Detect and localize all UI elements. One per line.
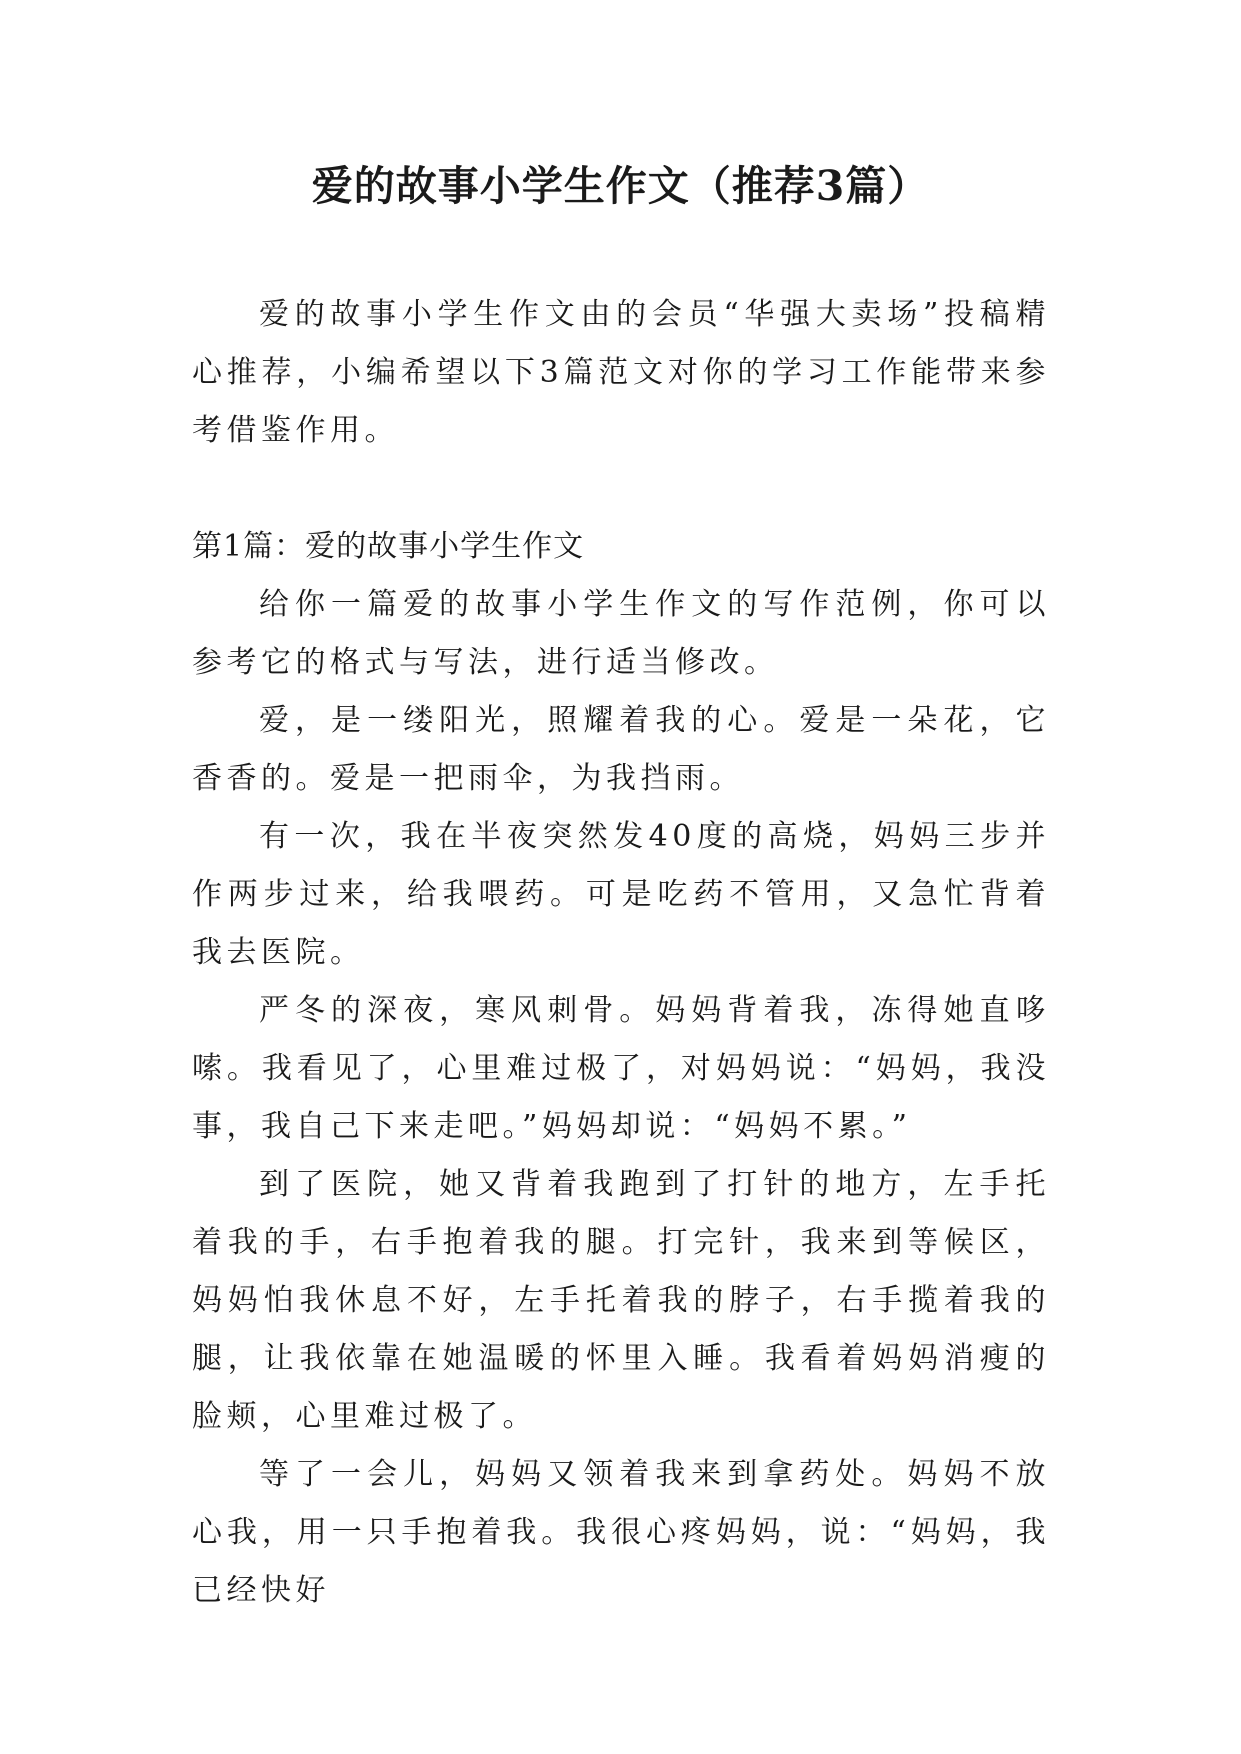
intro-paragraph: 爱的故事小学生作文由的会员“华强大卖场”投稿精心推荐，小编希望以下3篇范文对你的学习工作能带来参考借鉴作用。: [192, 297, 1050, 448]
document-body: [192, 286, 1050, 1620]
body-paragraph: 爱，是一缕阳光，照耀着我的心。爱是一朵花，它香香的。爱是一把雨伞，为我挡雨。: [192, 703, 1050, 796]
body-paragraph: 等了一会儿，妈妈又领着我来到拿药处。妈妈不放心我，用一只手抱着我。我很心疼妈妈，说：“妈妈，我已经快好: [192, 1457, 1050, 1608]
section-heading: 第1篇：爱的故事小学生作文: [192, 529, 585, 564]
body-paragraph: 给你一篇爱的故事小学生作文的写作范例，你可以参考它的格式与写法，进行适当修改。: [192, 587, 1050, 680]
body-paragraph: 严冬的深夜，寒风刺骨。妈妈背着我，冻得她直哆嗦。我看见了，心里难过极了，对妈妈说：“妈妈，我没事，我自己下来走吧。”妈妈却说：“妈妈不累。”: [192, 993, 1050, 1144]
body-paragraph: 有一次，我在半夜突然发40度的高烧，妈妈三步并作两步过来，给我喂药。可是吃药不管用，又急忙背着我去医院。: [192, 819, 1050, 970]
body-paragraph: 到了医院，她又背着我跑到了打针的地方，左手托着我的手，右手抱着我的腿。打完针，我来到等候区，妈妈怕我休息不好，左手托着我的脖子，右手揽着我的腿，让我依靠在她温暖的怀里入睡。我看着妈妈消瘦的脸颊，心里难过极了。: [192, 1167, 1050, 1434]
document-title: 爱的故事小学生作文（推荐3篇）: [311, 162, 930, 210]
paragraph-spacer: [192, 460, 1050, 518]
